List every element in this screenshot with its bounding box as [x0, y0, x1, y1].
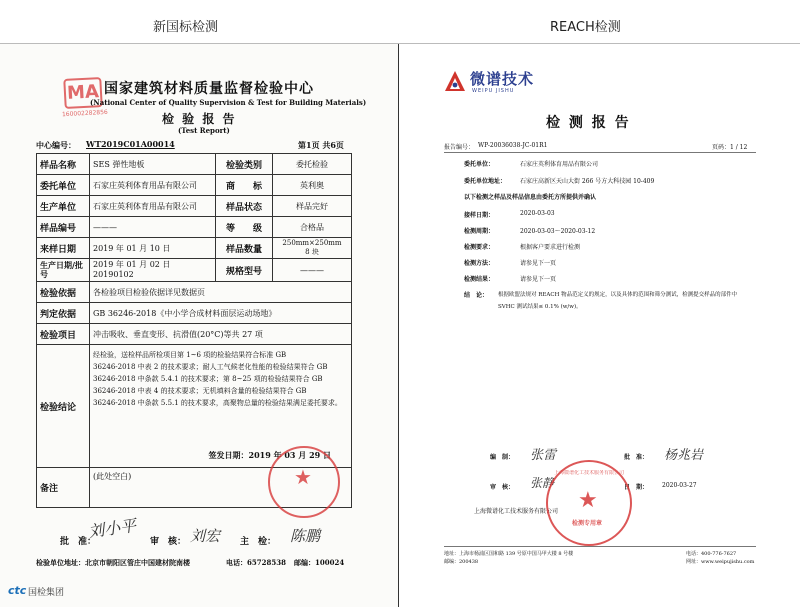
conclusion-line-2: 36246-2018 中表 2 的技术要求；耐人工气候老化性能的检验结果符合 GB: [93, 363, 328, 371]
value-maker: 石家庄英利体育用品有限公司: [90, 196, 216, 217]
summary-line-1: 根据欧盟法规对 REACH 物品范定义的规定，以及具体的范围和筛分测试，检测提交样品的部件中: [498, 292, 738, 298]
label-grade: 等 级: [216, 217, 273, 238]
label-status: 样品状态: [216, 196, 273, 217]
value-status: 样品完好: [273, 196, 352, 217]
stamp-star-icon: ★: [294, 465, 312, 489]
client-value: 石家庄英利体育用品有限公司: [520, 161, 599, 168]
conclusion-line-4: 36246-2018 中表 4 的技术要求；无机填料含量的检验结果符合 GB: [93, 387, 307, 395]
report-no: WP-20036038-JC-01R1: [478, 142, 548, 149]
value-prod: [90, 259, 216, 282]
value-qty: [273, 238, 352, 259]
footer-rule: [444, 546, 756, 547]
approve-label: 批 准：: [60, 537, 97, 547]
footer-tel: 电话：400-776-7627: [686, 551, 737, 557]
value-grade: 合格品: [273, 217, 352, 238]
label-brand: 商 标: [216, 175, 273, 196]
date-value: 2020-03-27: [662, 482, 697, 489]
footer-zip: 邮编：200438: [444, 559, 479, 565]
value-prod-date: 2019 年 01 月 02 日: [93, 260, 171, 269]
left-title-cn: 国家建筑材料质量监督检验中心: [104, 81, 314, 97]
conclusion-line-5: 36246-2018 中条款 5.5.1 的技术要求，高聚物总量的检验结果满足委托要求。: [93, 399, 342, 407]
label-judge: 判定依据: [37, 303, 90, 324]
date-label: 日 期：: [624, 484, 649, 491]
reviewer-label: 审 核：: [490, 484, 515, 491]
ctc-logo-icon: ctc: [8, 584, 27, 597]
recv-value: 2020-03-03: [520, 210, 555, 217]
right-stamp-star-icon: ★: [578, 488, 598, 513]
conclusion-line-3: 36246-2018 中条款 5.4.1 的技术要求；第 8~25 项的检验结果符合 GB: [93, 375, 323, 383]
label-items: 检验项目: [37, 324, 90, 345]
report-page: 页码：1 / 12: [712, 144, 748, 151]
summary-line-2: SVHC 测试结果≤ 0.1% (w/w)。: [498, 304, 582, 310]
center-no-label: 中心编号：: [36, 140, 76, 150]
label-conclusion: 检验结论: [37, 345, 90, 468]
value-brand: 英利奥: [273, 175, 352, 196]
weipu-logo-cn: 微谱技术: [470, 70, 535, 88]
left-report-en: (Test Report): [178, 126, 230, 135]
req-label: 检测要求：: [464, 244, 495, 251]
right-official-stamp: [546, 460, 632, 546]
label-client: 委托单位: [37, 175, 90, 196]
period-value: 2020-03-03～2020-03-12: [520, 228, 596, 235]
left-test-report: [0, 44, 399, 607]
weipu-logo-en: WEIPU JISHU: [472, 88, 515, 94]
stamp-bottom-text: 检测专用章: [571, 520, 602, 527]
stamp-top-text: 上海微谱化工技术服务有限公司: [553, 470, 624, 476]
page-info: 第1页 共6页: [298, 140, 344, 150]
left-official-stamp: [268, 446, 340, 518]
label-qty: 样品数量: [216, 238, 273, 259]
summary-label: 结 论：: [464, 292, 489, 299]
client-addr-label: 委托单位地址：: [464, 178, 507, 185]
client-addr-value: 石家庄高新区天山大街 266 号方大科技园 10-409: [520, 178, 655, 185]
label-note: 备注: [37, 468, 90, 508]
label-arrive: 来样日期: [37, 238, 90, 259]
recv-label: 接样日期：: [464, 212, 495, 219]
left-footer-zip: 邮编：100024: [294, 558, 345, 567]
footer-web: 网址：www.weipujishu.com: [686, 559, 755, 565]
review-label: 审 核：: [150, 537, 187, 547]
client-label: 委托单位：: [464, 161, 495, 168]
value-qty-count: 8 块: [305, 248, 319, 256]
value-arrive: 2019 年 01 月 10 日: [90, 238, 216, 259]
value-code: ———: [90, 217, 216, 238]
cma-logo-icon: MA: [63, 77, 103, 109]
value-test-type: 委托检验: [273, 154, 352, 175]
left-caption: 新国标检测: [153, 20, 219, 35]
review-signature: 刘宏: [190, 527, 221, 545]
editor-signature: 张雷: [530, 448, 557, 463]
result-value: 请参见下一页: [520, 276, 557, 283]
value-sample-name: SES 弹性地板: [90, 154, 216, 175]
period-label: 检测周期：: [464, 228, 495, 235]
right-title: 检 测 报 告: [546, 115, 631, 131]
report-no-label: 报告编号：: [444, 144, 475, 151]
label-test-type: 检验类别: [216, 154, 273, 175]
conclusion-line-1: 经检验，送检样品所检项目第 1~6 项的检验结果符合标准 GB: [93, 351, 287, 359]
main-signature: 陈鹏: [290, 527, 321, 545]
label-basis: 检验依据: [37, 282, 90, 303]
value-judge: GB 36246-2018《中小学合成材料面层运动场地》: [90, 303, 352, 324]
value-client: 石家庄英利体育用品有限公司: [90, 175, 216, 196]
issue-date: 签发日期：2019 年 03 月 29 日: [208, 450, 331, 460]
method-value: 请参见下一页: [520, 260, 557, 267]
approver-signature: 杨兆岩: [664, 448, 704, 463]
method-label: 检测方法：: [464, 260, 495, 267]
cma-number: 160002282856: [61, 108, 108, 119]
value-spec: ———: [273, 259, 352, 282]
center-no: WT2019C01A00014: [86, 139, 175, 149]
right-caption: REACH检测: [550, 20, 621, 35]
value-note: (此处空白): [90, 468, 352, 508]
label-prod: 生产日期/批号: [37, 259, 90, 282]
footer-address: 地址：上海市杨浦区国和路 139 号原中国马甲大楼 8 号楼: [444, 551, 574, 557]
label-code: 样品编号: [37, 217, 90, 238]
label-maker: 生产单位: [37, 196, 90, 217]
reviewer-signature: 张静: [530, 476, 555, 490]
value-basis: 各检验项目检验依据详见数据页: [90, 282, 352, 303]
value-qty-size: 250mm×250mm: [282, 239, 342, 247]
left-report-cn: 检 验 报 告: [162, 112, 237, 126]
editor-label: 编 制：: [490, 454, 515, 461]
req-value: 根据客户要求进行检测: [520, 244, 581, 251]
label-sample-name: 样品名称: [37, 154, 90, 175]
left-title-en: (National Center of Quality Supervision & Test for Building Materials): [90, 98, 367, 107]
right-test-report: [400, 44, 800, 607]
sample-intro: 以下检测之样品及样品信息由委托方所提供并确认: [464, 194, 597, 201]
value-items: 冲击吸收、垂直变形、抗滑值(20°C)等共 27 项: [90, 324, 352, 345]
main-label: 主 检：: [240, 537, 277, 547]
header-rule: [444, 152, 756, 153]
result-label: 检测结果：: [464, 276, 495, 283]
left-footer-phone: 电话：65728538: [226, 558, 286, 567]
weipu-logo-icon: [444, 70, 466, 92]
label-spec: 规格型号: [216, 259, 273, 282]
company-name: 上海微谱化工技术服务有限公司: [474, 508, 559, 515]
left-footer-address: 检验单位地址：北京市朝阳区管庄中国建材院南楼: [36, 558, 190, 567]
ctc-group-name: 国检集团: [28, 588, 65, 598]
approve-signature: 刘小平: [87, 515, 138, 542]
approver-label: 批 准：: [624, 454, 649, 461]
value-prod-batch: 20190102: [93, 270, 134, 279]
